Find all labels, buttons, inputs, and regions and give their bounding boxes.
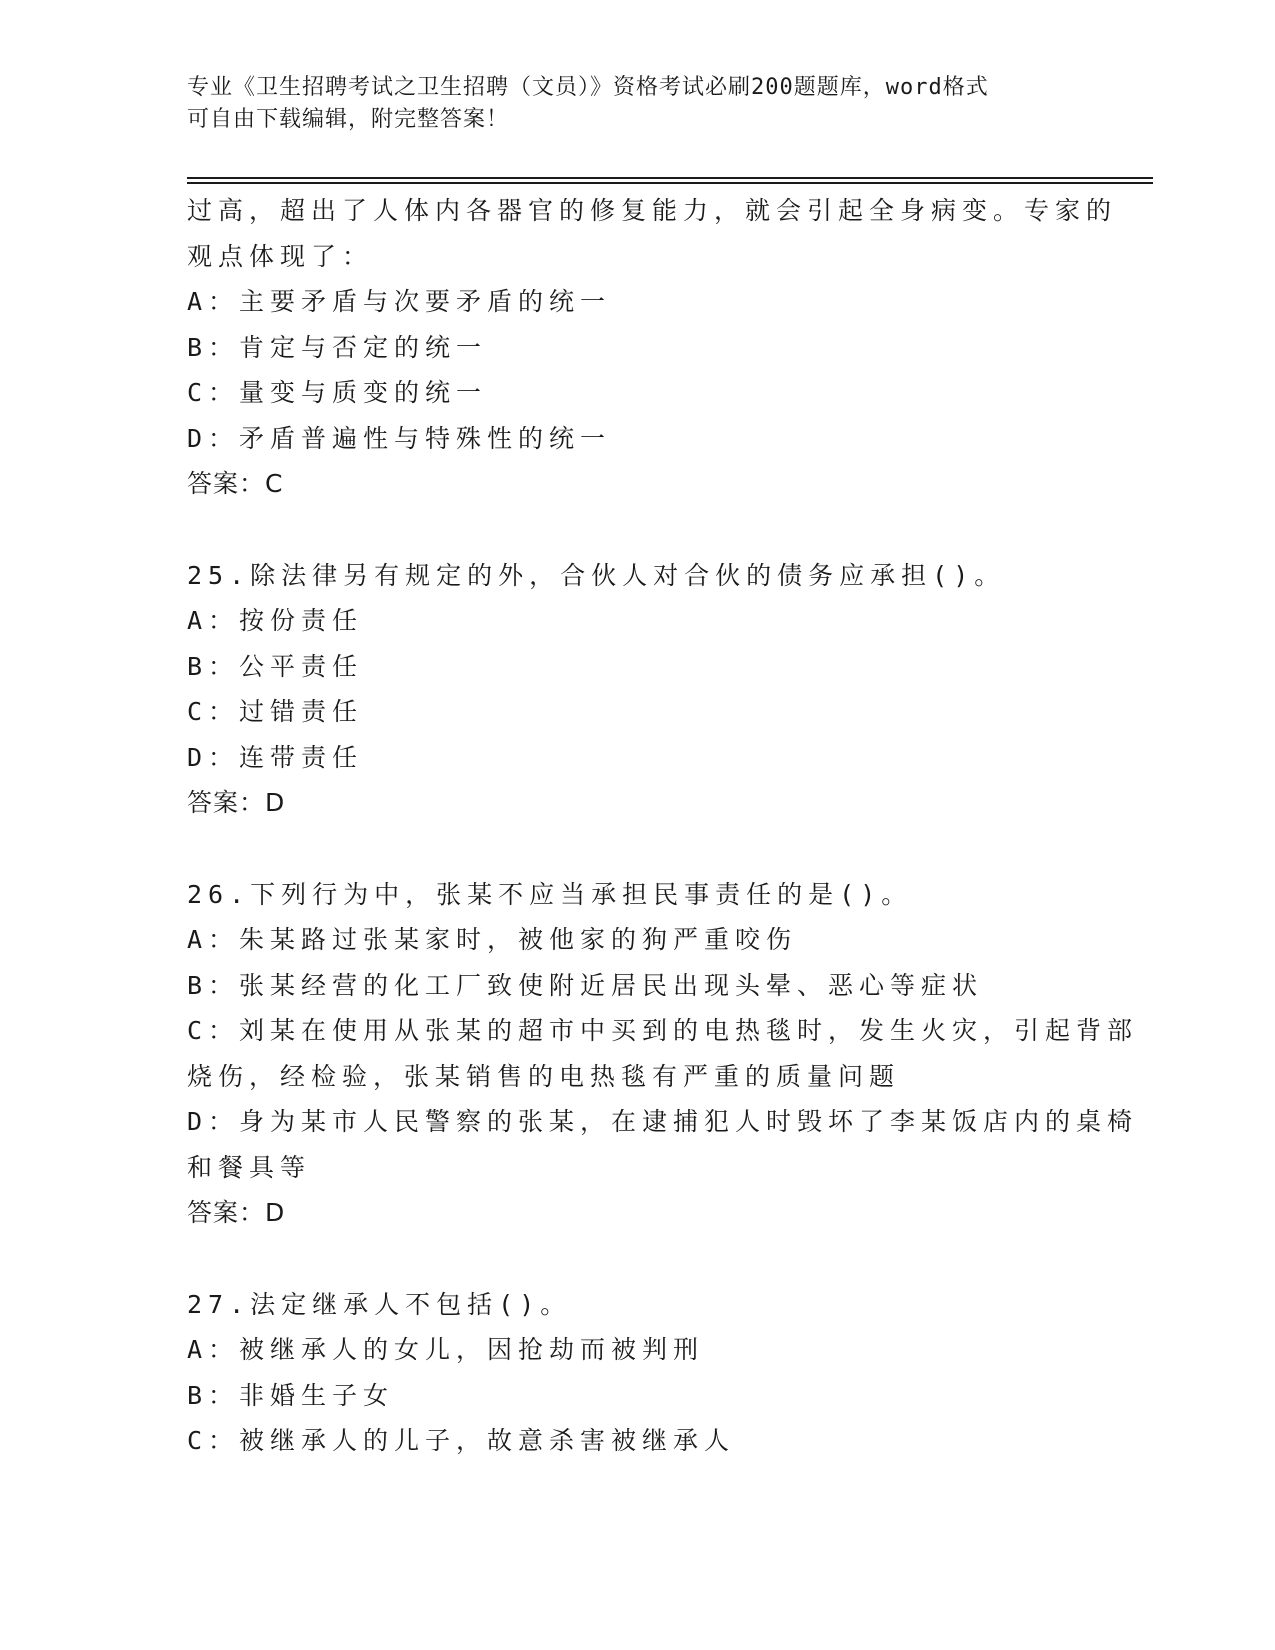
header-divider-top xyxy=(187,177,1153,179)
question-text: 27.法定继承人不包括()。 xyxy=(187,1289,572,1319)
header-title-line-1: 专业《卫生招聘考试之卫生招聘（文员）》资格考试必刷200题题库，word格式 xyxy=(187,75,989,100)
option-c-continued: 烧伤，经检验，张某销售的电热毯有严重的质量问题 xyxy=(187,1061,901,1091)
option-b: B：肯定与否定的统一 xyxy=(187,332,488,362)
question-text-line: 观点体现了： xyxy=(187,241,374,271)
question-26 xyxy=(187,872,1139,1236)
option-a: A：主要矛盾与次要矛盾的统一 xyxy=(187,287,612,316)
question-text-line: 过高，超出了人体内各器官的修复能力，就会引起全身病变。专家的 xyxy=(187,196,1118,225)
option-a: A：朱某路过张某家时，被他家的狗严重咬伤 xyxy=(187,925,798,954)
option-d: D：矛盾普遍性与特殊性的统一 xyxy=(187,423,612,453)
header-divider-bottom xyxy=(187,182,1153,184)
option-a: A：按份责任 xyxy=(187,606,364,635)
answer: 答案：D xyxy=(187,788,286,817)
answer: 答案：C xyxy=(187,469,284,498)
option-c: C：量变与质变的统一 xyxy=(187,378,488,407)
option-a: A：被继承人的女儿，因抢劫而被判刑 xyxy=(187,1335,705,1364)
document-header xyxy=(187,72,1087,136)
question-27 xyxy=(187,1282,1087,1464)
option-d: D：连带责任 xyxy=(187,742,364,772)
question-24-continued xyxy=(187,188,1118,507)
option-c: C：被继承人的儿子，故意杀害被继承人 xyxy=(187,1426,736,1455)
option-c: C：刘某在使用从张某的超市中买到的电热毯时，发生火灾，引起背部 xyxy=(187,1016,1139,1045)
question-25 xyxy=(187,553,1087,826)
question-text: 25.除法律另有规定的外，合伙人对合伙的债务应承担()。 xyxy=(187,560,1006,590)
header-title-line-2: 可自由下载编辑，附完整答案！ xyxy=(187,107,510,132)
option-b: B：非婚生子女 xyxy=(187,1380,395,1410)
document-body xyxy=(187,188,1139,1464)
option-b: B：张某经营的化工厂致使附近居民出现头晕、恶心等症状 xyxy=(187,970,984,1000)
option-c: C：过错责任 xyxy=(187,697,364,726)
answer: 答案：D xyxy=(187,1198,286,1227)
option-b: B：公平责任 xyxy=(187,651,364,681)
option-d-continued: 和餐具等 xyxy=(187,1152,312,1182)
question-text: 26.下列行为中，张某不应当承担民事责任的是()。 xyxy=(187,879,913,909)
option-d: D：身为某市人民警察的张某，在逮捕犯人时毁坏了李某饭店内的桌椅 xyxy=(187,1107,1139,1136)
